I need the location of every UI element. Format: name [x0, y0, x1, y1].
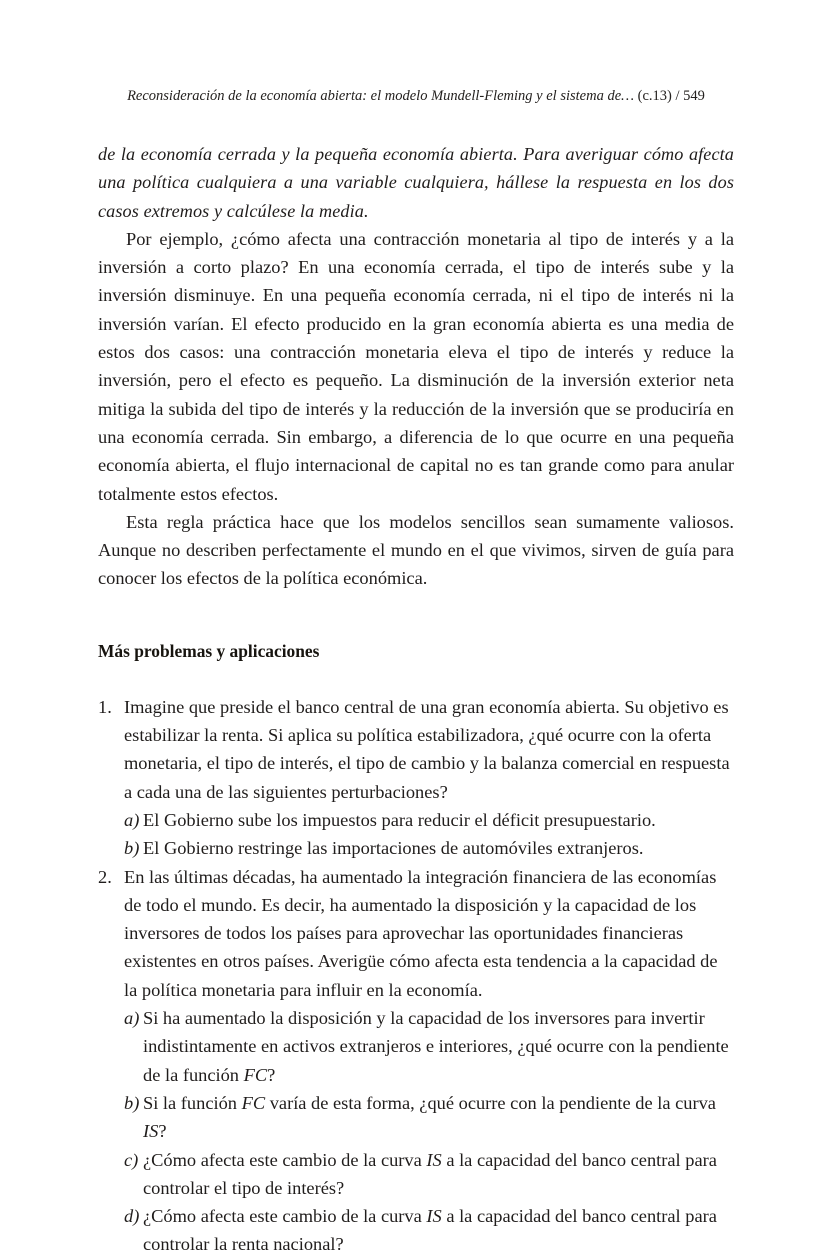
spacer-after-heading	[98, 663, 734, 693]
sub-item	[124, 834, 734, 862]
sub-item-text-after: a la capacidad del banco central para controlar el tipo de interés?	[143, 1149, 717, 1198]
question-subitems	[124, 1004, 734, 1259]
sub-item-text-after: ?	[267, 1064, 276, 1085]
question-text: En las últimas décadas, ha aumentado la integración financiera de las economías de todo el mundo. Es decir, ha aumentado la disposición y la capacidad de los inversores de todos los países para aprovechar las oportunidades financieras existentes en otros países. Averigüe cómo afecta esta tendencia a la capacidad de la política monetaria para influir en la economía.	[124, 866, 718, 1000]
running-head-folio: (c.13) / 549	[637, 88, 705, 104]
question-marker: 2.	[98, 866, 112, 887]
body-paragraph-2: Esta regla práctica hace que los modelos sencillos sean sumamente valiosos. Aunque no describen perfectamente el mundo en el que vivimos, sirven de guía para conocer los efectos de la política económica.	[98, 511, 734, 589]
section-heading: Más problemas y aplicaciones	[98, 640, 320, 661]
sub-item-text-mid: varía de esta forma, ¿qué ocurre con la pendiente de la curva	[265, 1092, 716, 1113]
question-item	[98, 863, 734, 1259]
sub-item-text	[143, 1008, 729, 1085]
sub-item-marker: a)	[124, 809, 140, 830]
running-head-title: Reconsideración de la economía abierta: el modelo Mundell-Fleming y el sistema de…	[127, 88, 635, 104]
sub-item-marker: d)	[124, 1206, 140, 1227]
sub-item-marker: a)	[124, 1008, 140, 1029]
term-is: IS	[426, 1149, 442, 1170]
term-fc: FC	[243, 1064, 268, 1085]
sub-item-text	[143, 1093, 716, 1141]
term-fc: FC	[241, 1092, 266, 1113]
sub-item-marker: c)	[124, 1149, 139, 1170]
sub-item-text	[143, 1206, 717, 1254]
question-subitems	[124, 806, 734, 863]
sub-item-text-after: ?	[158, 1121, 167, 1142]
sub-item-marker: b)	[124, 838, 140, 859]
text-column	[98, 140, 734, 1259]
sub-item-marker: b)	[124, 1092, 140, 1113]
sub-item-text-before: ¿Cómo afecta este cambio de la curva	[143, 1149, 427, 1170]
sub-item-text: El Gobierno restringe las importaciones de automóviles extranjeros.	[143, 838, 644, 859]
sub-item-text: El Gobierno sube los impuestos para reducir el déficit presupuestario.	[143, 809, 656, 830]
body-paragraph-1: Por ejemplo, ¿cómo afecta una contracción monetaria al tipo de interés y a la inversión a corto plazo? En una economía cerrada, el tipo de interés sube y la inversión disminuye. En una pequeña economía cerrada, ni el tipo de interés ni la inversión varían. El efecto producido en la gran economía abierta es una media de estos dos casos: una contracción monetaria eleva el tipo de interés y reduce la inversión, pero el efecto es pequeño. La disminución de la inversión exterior neta mitiga la subida del tipo de interés y la reducción de la inversión que se produciría en una economía cerrada. Sin embargo, a diferencia de lo que ocurre en una pequeña economía abierta, el flujo internacional de capital no es tan grande como para anular totalmente estos efectos.	[98, 228, 734, 504]
sub-item-text-before: Si ha aumentado la disposición y la capacidad de los inversores para invertir indistintamente en activos extranjeros e interiores, ¿qué ocurre con la pendiente de la función	[143, 1008, 729, 1085]
lead-italic-paragraph: de la economía cerrada y la pequeña economía abierta. Para averiguar cómo afecta una política cualquiera a una variable cualquiera, hállese la respuesta en los dos casos extremos y calcúlese la media.	[98, 144, 734, 221]
sub-item	[124, 1089, 734, 1146]
sub-item	[124, 806, 734, 834]
spacer-before-heading	[98, 593, 734, 639]
term-is: IS	[143, 1121, 159, 1142]
question-marker: 1.	[98, 696, 112, 717]
sub-item	[124, 1004, 734, 1089]
term-is: IS	[426, 1206, 442, 1227]
sub-item	[124, 1202, 734, 1259]
sub-item-text-before: Si la función	[143, 1092, 242, 1113]
question-item	[98, 693, 734, 863]
sub-item-text	[143, 1150, 717, 1198]
running-head	[98, 86, 734, 106]
sub-item	[124, 1146, 734, 1203]
question-text: Imagine que preside el banco central de una gran economía abierta. Su objetivo es estabilizar la renta. Si aplica su política estabilizadora, ¿qué ocurre con la oferta monetaria, el tipo de interés, el tipo de cambio y la balanza comercial en respuesta a cada una de las siguientes perturbaciones?	[124, 696, 730, 802]
sub-item-text-before: ¿Cómo afecta este cambio de la curva	[143, 1206, 427, 1227]
sub-item-text-after: a la capacidad del banco central para controlar la renta nacional?	[143, 1206, 717, 1255]
questions-list	[98, 693, 734, 1259]
